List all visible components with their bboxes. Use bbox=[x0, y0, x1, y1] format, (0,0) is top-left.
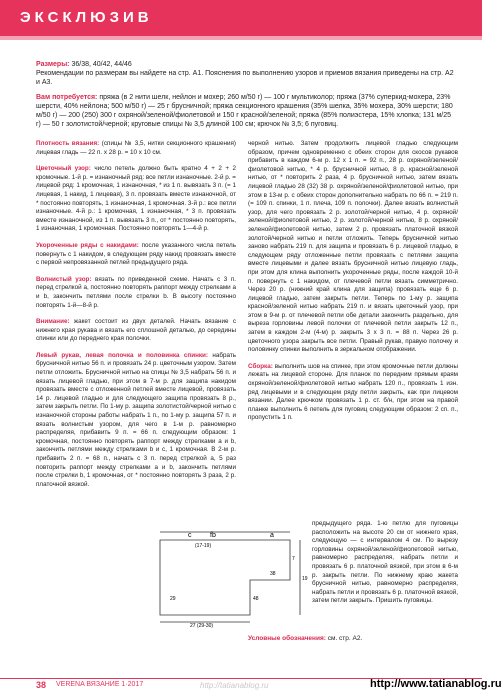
watermark-center[interactable]: http://tatianablog.ru bbox=[200, 681, 269, 690]
diagram-label-n4: 29 bbox=[170, 596, 176, 602]
sizes-label: Размеры: bbox=[36, 61, 70, 68]
magazine-name: VERENA ВЯЗАНИЕ 1·2017 bbox=[56, 681, 144, 688]
diagram-side-text: предыдущего ряда. 1-ю петлю для пуговицы расположить на высоте 20 см от нижнего края, следующую — с интервалом 4 см. По вырезу горловины охряной/зеленой/фиолетовой нитью, равномерно распределяя, набрать петли и провязать 6 р. платочной вязкой, при этом в 6-м р. закрыть петли. По нижнему краю жакета брусничной нитью, равномерно распределяя, набрать петли и провязать 6 р. платочной вязкой, затем петли закрыть. Пришить пуговицы. bbox=[312, 520, 458, 605]
page-footer bbox=[0, 670, 502, 700]
intro-block bbox=[36, 60, 456, 129]
left-paragraph-4 bbox=[36, 318, 236, 344]
left-heading-0: Плотность вязания: bbox=[36, 140, 100, 147]
section-title: ЭКСКЛЮЗИВ bbox=[20, 9, 153, 26]
left-heading-4: Внимание: bbox=[36, 318, 70, 326]
legend-label: Условные обозначения: bbox=[248, 635, 326, 642]
left-paragraph-5 bbox=[36, 352, 236, 490]
diagram-label-c: c bbox=[188, 532, 192, 539]
left-paragraph-0 bbox=[36, 140, 236, 157]
left-text-0: (спицы № 3,5, нитки секционного крашения) лицевая гладь — 22 п. x 28 р. = 10 x 10 см. bbox=[36, 140, 236, 156]
left-heading-2: Укороченные ряды с накидами: bbox=[36, 241, 139, 249]
materials-paragraph bbox=[36, 93, 456, 129]
legend bbox=[248, 635, 362, 642]
diagram-label-n2: 7 bbox=[292, 556, 295, 562]
header-stripe bbox=[0, 36, 482, 40]
diagram-label-a: a bbox=[270, 532, 274, 539]
left-text-1: число петель должно быть кратно 4 + 2 + 2 кромочные. 1-й р. = изнаночный ряд: все петли изнаночные. 2-й р. = лицевой ряд: 1 кромочная, 1 изнаночная, * из 1 п. вывязать 3 п. (= 1 лицевая, 1 накид, 1 лицевая), 3 п. провязать вместе изнаночной, от * постоянно повторять, 1 изнаночная, 1 кромочная. 3-й р.: все петли изнаночные. 4-й р.: 1 кромочная, 1 изнаночная, * 3 п. провязать вместе изнаночной, из 1 п. вывязать 3 п., от * постоянно повторять, 1 изнаночная, 1 кромочная. Постоянно повторять 1—4-й р. bbox=[36, 165, 237, 233]
left-text-3: вязать по приведенной схеме. Начать с 3 п. перед стрелкой а, постоянно повторять раппорт между стрелками a и b, закончить петлями после стрелки b. В высоту постоянно повторять 1-й—8-й р. bbox=[36, 275, 236, 309]
sizes-value: 36/38, 40/42, 44/46 bbox=[71, 61, 132, 68]
left-text-2: после указанного числа петель повернуть с 1 накидом, в следующем ряду накид провязать вместе с первой непровязанной петлей предыдущего ряда. bbox=[36, 241, 236, 267]
left-text-5: набрать брусничной нитью 56 п. и провязать 24 р. цветочным узором. Затем петли отложить. Брусничной нитью на спицы № 3,5 набрать 56 п. и вязать лицевой гладью, при этом в 7-м р. для защипа накидом провязать вместе с отложенной петлей вместе лицевой, провязать 14 р. лицевой гладью и для следующего защипа провязать 8 р., затем закрыть петли. По 1-му р. защипа золотистой/черной нитью с изнаночной стороны работы набрать 1 п., по 1-му р. защипа 57 п. и вязать волнистым узором, для чего в 1-м р. равномерно распределяя, прибавить 9 п. = 66 п. следующим образом: 1 кромочная, постоянно повторять раппорт между стрелками a и b, закончить петлями между стрелками b и с, 1 кромочная. В 2-м р. прибавить 2 п. = 68 п., начать с 3 п. перед стрелкой а, 5 раз повторить раппорт между стрелками a и b, закончить петлями после стрелки b, 1 кромочная, от * постоянно повторять 3 раза, 2 р. платочной вязкой. bbox=[36, 351, 237, 488]
right-text-1: выполнить шов на спинке, при этом кромочные петли должны лежать на лицевой стороне. Для планок по передним прямым краям охряной/зеленой/фиолетовой нитью набрать 120 п., провязать 1 изн. ряд лицевыми и в следующем ряду петли закрыть, как при лицевом вязании. Далее крючком провязать 1 р. ст. б/н, при этом на правой планке выполнить 6 петель для пуговиц следующим образом: 2 сп. п., пропустить 1 п. bbox=[248, 362, 459, 422]
diagram-label-n3: 48 bbox=[253, 596, 259, 602]
left-heading-5: Левый рукав, левая полочка и половинка спинки: bbox=[36, 351, 209, 359]
materials-label: Вам потребуется: bbox=[36, 94, 98, 101]
right-text-0: черной нитью. Затем продолжить лицевой гладью следующим образом, причем одновременно с обеих сторон для скосов рукавов прибавить в каждом 6-м р. 12 x 1 п. = 92 п., 28 р. охряной/зеленой/фиолетовой нитью, * 4 р. брусничной нитью, 8 р. красной/зеленой нитью, от * повторить 2 раза, 4 р. брусничной нитью, затем вязать лицевой гладью 28 (32) 38 р. охряной/зеленой/фиолетовой нитью, при этом в 13-м р. с обеих сторон дополнительно набрать по 66 п. = 219 п. (= 109 п. спинки, 1 п. плеча, 109 п. полочки). Далее вязать волнистый узор, для чего провязать 2 р. золотой/черной нитью, 4 р. охряной/зеленой/фиолетовой нитью, 2 р. золотой/черной нитью, 8 р. охряной/зеленой/фиолетовой нитью, затем 2 р. провязать платочной вязкой золотой/черной нитью и петли отложить. Теперь брусничной нитью заново набрать 219 п. для защипа и провязать 6 р. лицевой гладью, в следующем ряду отложенные петли провязать с петлями защипа вместе лицевыми и далее вязать брусничной нитью лицевую гладь, при этом для клина выполнить укороченные ряды, после каждой 10-й п. повернуть с 1 накидом, от плечевой петли вязать симметрично. Через 20 р. (нижний край клина для защипа) провязать еще 6 р. лицевой гладью, затем закрыть петли. Теперь по 1-му р. защипа красной/зеленой нитью набрать 219 п. и вязать цветочный узор, при этом в 9-м р. от плечевой петли обе детали закончить раздельно, для выреза горловины левой полочки от плечевой петли закрыть 12 п., затем в каждом 2-м (4-м) р. закрыть 3 x 3 п. = 88 п. Через 26 р. цветочного узора закрыть все петли. Правый рукав, правую полочку и половинку спинки выполнить в зеркальном отображении. bbox=[248, 140, 458, 354]
diagram-label-n5: 27 (29-30) bbox=[190, 623, 214, 629]
materials-value: пряжа (в 2 нити шелк, нейлон и мохер; 260 м/50 г) — 100 г мультиколор; пряжа (37% суперкид-мохера, 23% шерсти, 40% нейлона; 500 м/50 г) — 25 г брусничной; пряжа секционного крашения (35% шелка, 35% мохера, 30% шерсти; 180 м/50 г) — 200 (250) 300 г охряной/зеленой/фиолетовой и 150 г красной/зеленой; пряжа (85% полиэстера, 15% хлопка; 131 м/25 г) — 50 г золотистой/черной; круговые спицы № 3,5 длиной 100 см; крючок № 3,5; 6 пуговиц. bbox=[36, 94, 453, 128]
left-paragraph-1 bbox=[36, 165, 236, 234]
sizes-note: Рекомендации по размерам вы найдете на стр. А1. Пояснения по выполнению узоров и приемов вязания приведены на стр. А2 и А3. bbox=[36, 70, 454, 86]
diagram-label-n1: (17-19) bbox=[195, 543, 212, 549]
diagram-label-n7: 38 bbox=[270, 571, 276, 577]
sizes-paragraph bbox=[36, 60, 456, 69]
left-heading-3: Волнистый узор: bbox=[36, 275, 92, 283]
left-column bbox=[36, 140, 236, 497]
section-header bbox=[0, 0, 482, 36]
right-paragraph-1 bbox=[248, 363, 458, 423]
left-heading-1: Цветочный узор: bbox=[36, 165, 91, 173]
diagram-outline bbox=[160, 540, 290, 615]
page-number: 38 bbox=[36, 680, 47, 690]
legend-text: см. стр. А2. bbox=[327, 635, 363, 642]
diagram-label-fb: fb bbox=[210, 532, 216, 539]
watermark-right[interactable]: http://www.tatianablog.ru bbox=[370, 678, 502, 690]
left-text-4: жакет состоит из двух деталей. Начать вязание с нижнего края рукава и вязать его сплошной деталью, до середины спинки или до переднего края полочки. bbox=[36, 318, 236, 343]
diagram-label-n6: 19 bbox=[302, 576, 308, 582]
pattern-diagram bbox=[150, 520, 312, 628]
left-paragraph-3 bbox=[36, 276, 236, 310]
right-paragraph-0 bbox=[248, 140, 458, 355]
right-heading-1: Сборка: bbox=[248, 362, 273, 370]
right-column bbox=[248, 140, 458, 431]
left-paragraph-2 bbox=[36, 242, 236, 268]
